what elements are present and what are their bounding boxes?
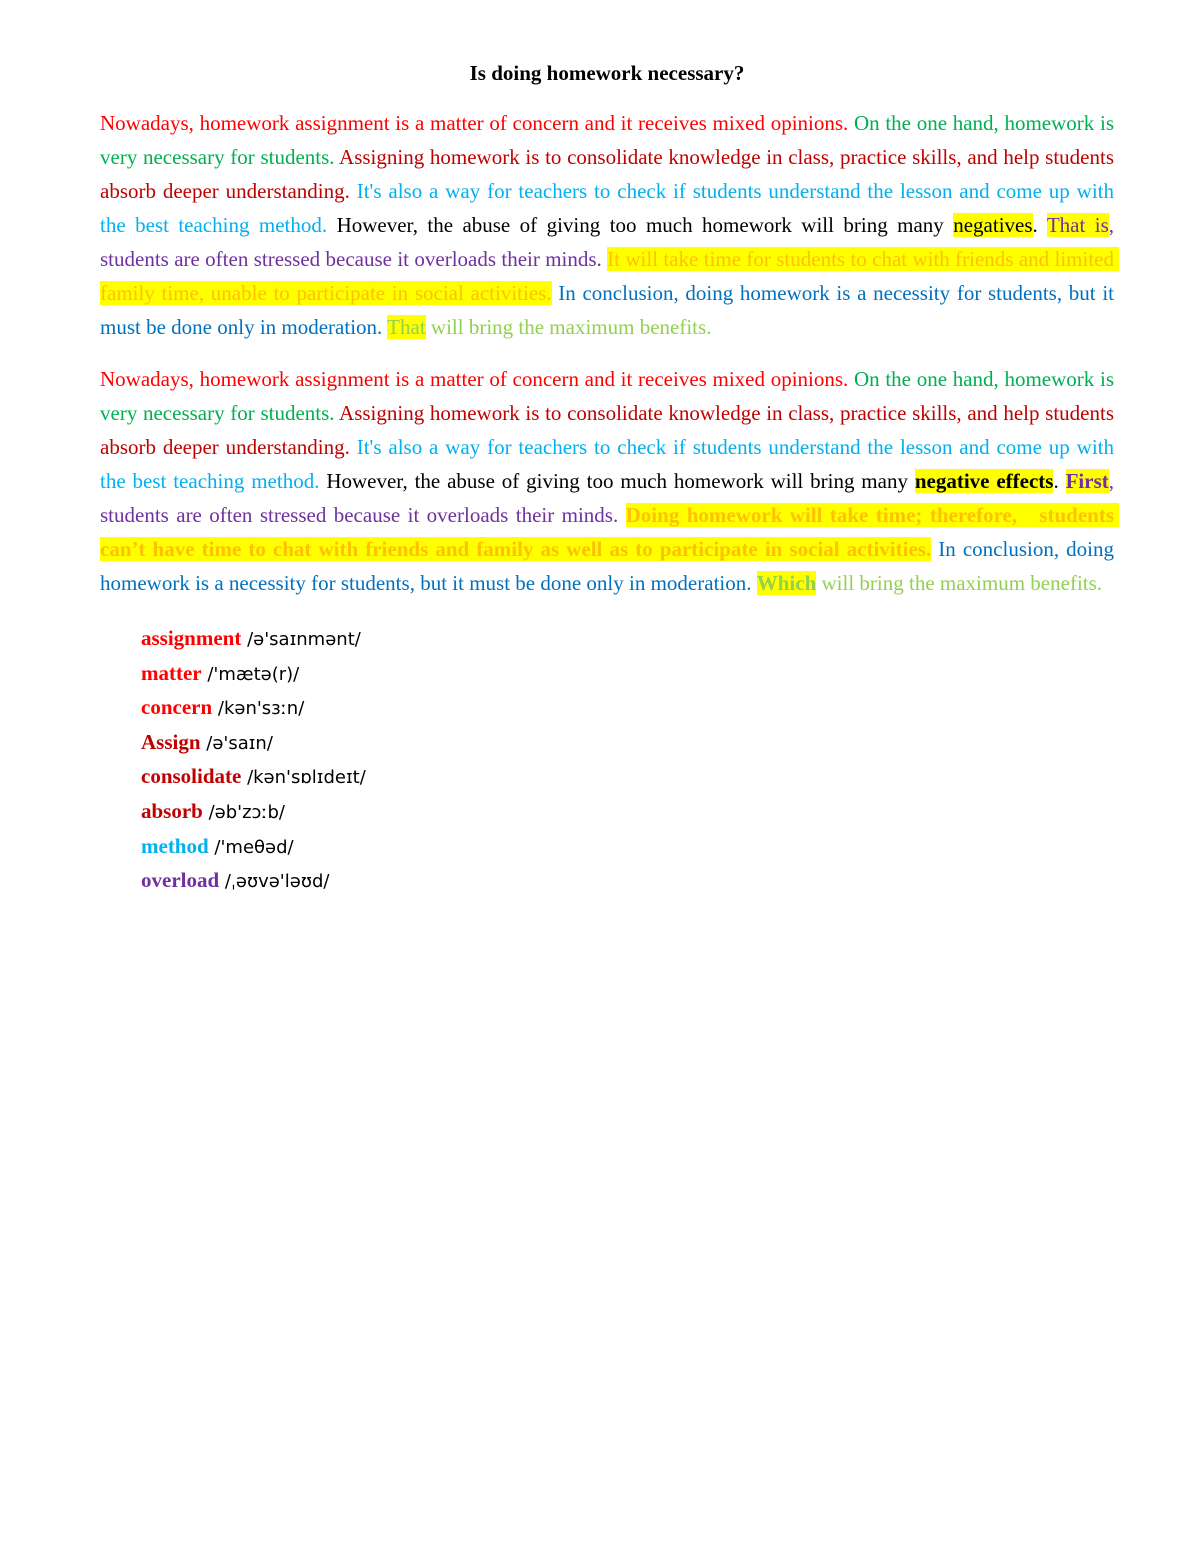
vocab-pronunciation: /ə'saɪnmənt/ [241, 629, 361, 650]
text-segment: However, the abuse of giving too much homework will bring many [336, 213, 954, 237]
text-segment: will bring the maximum benefits. [425, 315, 712, 339]
text-segment: First [1065, 469, 1109, 493]
vocab-word: absorb [141, 798, 203, 823]
essay-paragraph [100, 362, 1120, 600]
vocab-word: method [141, 833, 209, 858]
vocab-pronunciation: /əb'zɔːb/ [202, 801, 285, 823]
text-segment: Nowadays, homework assignment is a matter of concern and it receives mixed opinions. [100, 367, 854, 391]
text-segment: It's also a way for teachers to check if students understand the lesson and come up with the best teaching method. [100, 435, 1120, 493]
text-segment: . [1053, 469, 1066, 493]
text-segment: On the one hand, homework is very necessary for students. [100, 367, 1120, 425]
text-segment: In conclusion, doing homework is a necessity for students, but it must be done only in moderation. [100, 537, 1120, 595]
text-segment: However, the abuse of giving too much homework will bring many [326, 469, 915, 493]
text-segment: In conclusion, doing homework is a necessity for students, but it must be done only in moderation. [100, 281, 1120, 339]
text-segment: negative effects [914, 469, 1054, 493]
vocab-item [141, 864, 1114, 899]
vocabulary-list [141, 622, 1114, 899]
vocab-pronunciation: /ə'saɪn/ [200, 732, 273, 754]
vocab-word: consolidate [141, 764, 242, 789]
text-segment: Doing homework will take time; therefore, students can’t have time to chat with friends and family as well as to participate in social activities. [100, 503, 1120, 561]
vocab-pronunciation: /kən'sɒlɪdeɪt/ [241, 767, 366, 789]
text-segment: That is [1046, 213, 1109, 237]
text-segment: will bring the maximum benefits. [816, 571, 1103, 595]
vocab-item [141, 622, 1114, 657]
vocab-item [141, 830, 1114, 865]
vocab-pronunciation: /kən'sɜːn/ [212, 698, 305, 720]
text-segment: , students are often stressed because it overloads their minds. [100, 469, 1120, 527]
text-segment: Which [756, 571, 817, 595]
text-segment: That [387, 315, 426, 339]
text-segment: , students are often stressed because it overloads their minds. [100, 213, 1120, 271]
vocab-word: assignment [141, 626, 242, 650]
vocab-pronunciation: /'meθəd/ [208, 836, 294, 858]
vocab-word: Assign [141, 729, 201, 754]
vocab-item [141, 691, 1114, 726]
text-segment: It's also a way for teachers to check if students understand the lesson and come up with the best teaching method. [100, 179, 1120, 237]
text-segment: Nowadays, homework assignment is a matter of concern and it receives mixed opinions. [100, 111, 854, 135]
vocab-item [141, 657, 1114, 692]
document-title: Is doing homework necessary? [469, 61, 745, 85]
vocab-item [141, 795, 1114, 830]
vocab-word: matter [141, 660, 202, 685]
text-segment: Assigning homework is to consolidate knowledge in class, practice skills, and help students absorb deeper understanding. [100, 145, 1120, 203]
text-segment: . [1032, 213, 1047, 237]
essay-paragraph [100, 106, 1120, 344]
text-segment: On the one hand, homework is very necessary for students. [100, 111, 1120, 169]
vocab-item [141, 760, 1114, 795]
text-segment: negatives [953, 213, 1033, 237]
vocab-word: overload [141, 868, 220, 893]
text-segment: Assigning homework is to consolidate knowledge in class, practice skills, and help students absorb deeper understanding. [100, 401, 1120, 459]
vocab-pronunciation: /ˌəʊvə'ləʊd/ [219, 871, 330, 893]
vocab-item [141, 726, 1114, 761]
text-segment: It will take time for students to chat with friends and limited family time, unable to participate in social activities. [100, 247, 1120, 305]
essay-body [100, 106, 1120, 600]
vocab-pronunciation: /'mætə(r)/ [201, 663, 300, 685]
vocab-word: concern [141, 695, 213, 720]
